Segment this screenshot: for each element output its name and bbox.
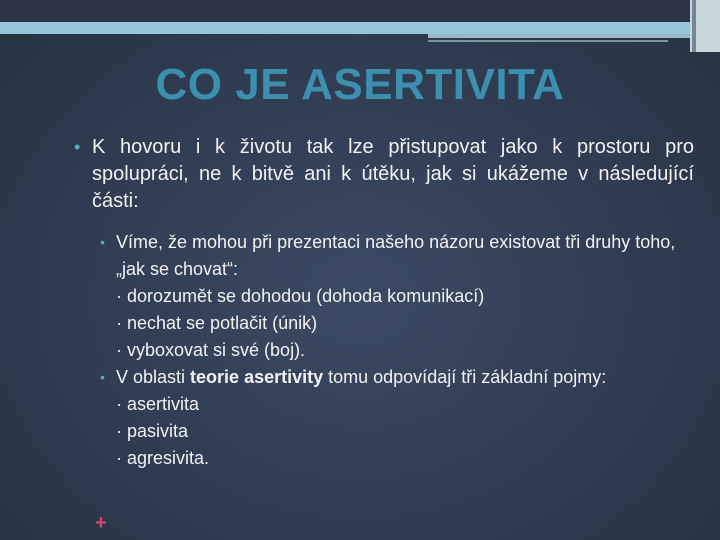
list-item: · dorozumět se dohodou (dohoda komunikací): [116, 286, 485, 306]
top-dark-bar: [0, 0, 720, 22]
thin-accent-line-2: [428, 40, 668, 42]
slide-content: [74, 134, 694, 472]
list-item: · pasivita: [116, 421, 189, 441]
main-point-text: K hovoru i k životu tak lze přistupovat jako k prostoru pro spolupráci, ne k bitvě ani k útěku, jak si ukážeme v následující části:: [92, 136, 694, 212]
list-item: · nechat se potlačit (únik): [116, 313, 318, 333]
bullet-icon: •: [100, 234, 105, 250]
text-span: tomu odpovídají tři základní pojmy:: [323, 367, 607, 387]
main-point: [74, 134, 694, 215]
text-span: V oblasti: [116, 367, 191, 387]
list-item: · asertivita: [116, 394, 200, 414]
thin-accent-line: [428, 34, 720, 38]
list-item: · vyboxovat si své (boj).: [116, 340, 306, 360]
plus-icon: +: [95, 512, 107, 534]
sub-point-behaviour: [100, 229, 696, 364]
bullet-icon: •: [100, 369, 105, 385]
bold-term: teorie asertivity: [190, 367, 324, 387]
sub-point-theory: [100, 364, 696, 472]
top-accent-bar: [0, 22, 720, 34]
vertical-accent-line: [692, 0, 696, 52]
list-item: · agresivita.: [116, 448, 210, 468]
sub-point-text: [116, 364, 696, 391]
slide-title: CO JE ASERTIVITA: [155, 60, 565, 109]
bullet-icon: •: [74, 137, 81, 157]
sub-point-text: Víme, že mohou při prezentaci našeho názoru existovat tři druhy toho, „jak se chovat“:: [116, 232, 676, 279]
